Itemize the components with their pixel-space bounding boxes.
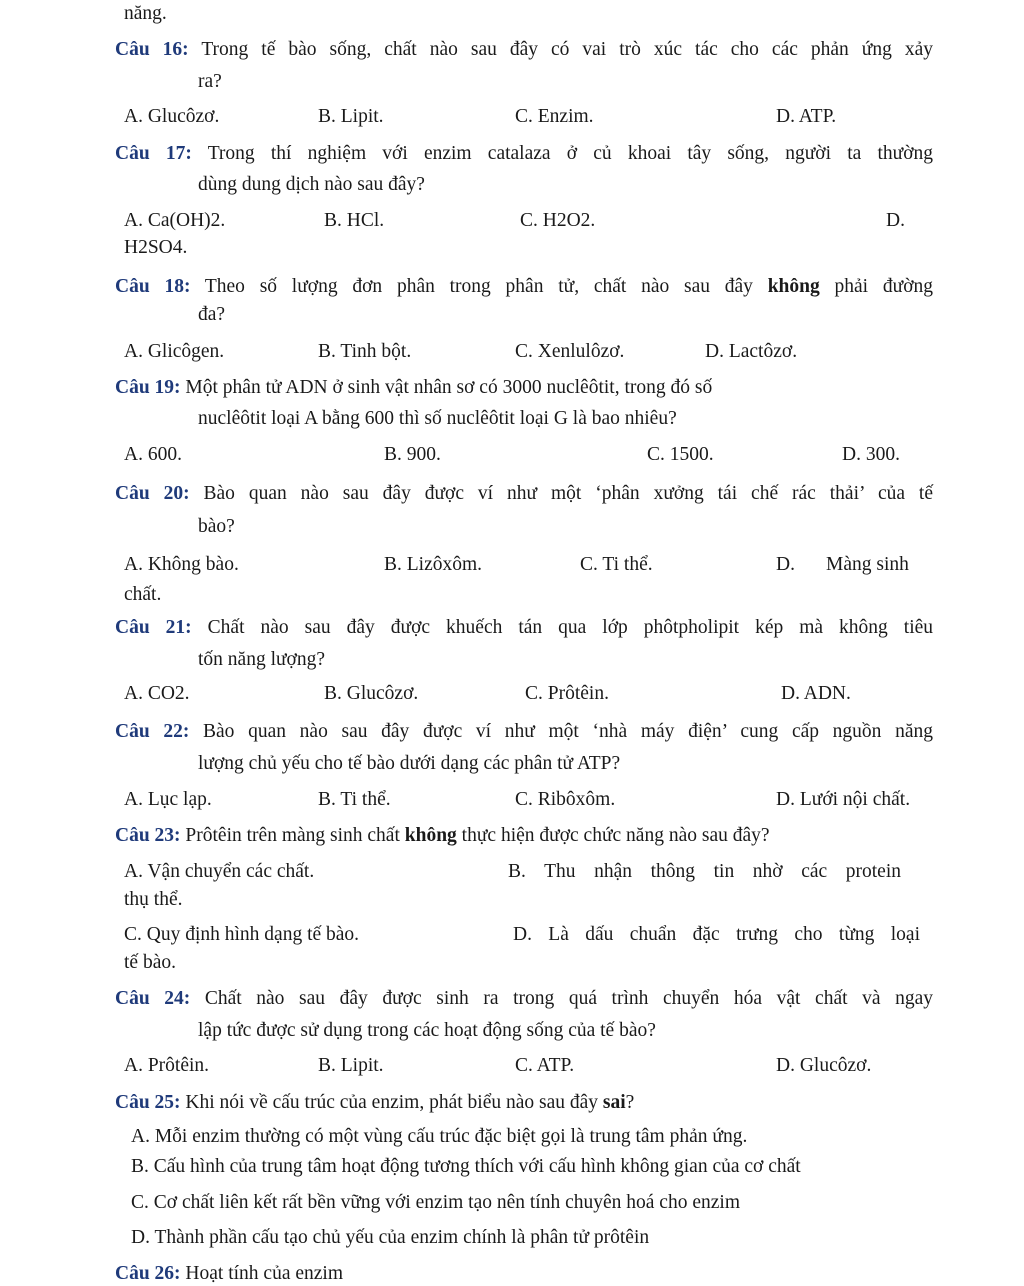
question-text-cont: nuclêôtit loại A bằng 600 thì số nuclêôtit loại G là bao nhiêu? xyxy=(198,408,677,429)
answer-c: C. Ti thể. xyxy=(580,554,653,575)
answer-c: C. Prôtêin. xyxy=(525,683,609,704)
question-24 xyxy=(115,987,933,1011)
answer-a: A. CO2. xyxy=(124,683,190,704)
question-label: Câu 26: xyxy=(115,1263,181,1284)
question-text-cont: lập tức được sử dụng trong các hoạt động sống của tế bào? xyxy=(198,1020,656,1041)
question-label: Câu 21: xyxy=(115,617,192,638)
question-label: Câu 18: xyxy=(115,276,191,297)
answer-d-cont: H2SO4. xyxy=(124,237,188,258)
answer-d-cont: tế bào. xyxy=(124,952,176,973)
question-text: Trong tế bào sống, chất nào sau đây có vai trò xúc tác cho các phản ứng xảy xyxy=(201,39,933,60)
answer-c: C. Cơ chất liên kết rất bền vững với enzim tạo nên tính chuyên hoá cho enzim xyxy=(131,1192,740,1213)
question-text: Prôtêin trên màng sinh chất xyxy=(185,825,400,846)
question-label: Câu 23: xyxy=(115,825,181,846)
question-text-cont: lượng chủ yếu cho tế bào dưới dạng các phân tử ATP? xyxy=(198,753,621,774)
question-text-cont: dùng dung dịch nào sau đây? xyxy=(198,174,425,195)
question-label: Câu 19: xyxy=(115,377,181,398)
question-emphasis: sai xyxy=(602,1092,626,1113)
question-text: Chất nào sau đây được sinh ra trong quá trình chuyển hóa vật chất và ngay xyxy=(204,988,934,1009)
question-label: Câu 20: xyxy=(115,483,190,504)
answer-b: B. Ti thể. xyxy=(318,789,391,810)
question-text-cont: ra? xyxy=(198,71,222,92)
question-emphasis: không xyxy=(404,825,457,846)
question-text: Bào quan nào sau đây được ví như một ‘phân xưởng tái chế rác thải’ của tế xyxy=(203,483,934,504)
answer-d-text: Màng sinh xyxy=(826,554,909,575)
question-17 xyxy=(115,142,933,166)
answer-b: B. Lipit. xyxy=(318,1055,384,1076)
question-text: Một phân tử ADN ở sinh vật nhân sơ có 3000 nuclêôtit, trong đó số xyxy=(185,377,713,398)
question-label: Câu 17: xyxy=(115,143,192,164)
answer-d: D. Lưới nội chất. xyxy=(776,789,911,810)
answer-d: D. 300. xyxy=(842,444,900,465)
question-text: phải đường xyxy=(834,276,934,297)
question-label: Câu 24: xyxy=(115,988,191,1009)
question-text: Chất nào sau đây được khuếch tán qua lớp phôtpholipit kép mà không tiêu xyxy=(207,617,934,638)
question-text-cont: tốn năng lượng? xyxy=(198,649,326,670)
question-23 xyxy=(115,824,770,848)
answer-a: A. Ca(OH)2. xyxy=(124,210,226,231)
question-text-cont: bào? xyxy=(198,516,235,537)
answer-b: B. Glucôzơ. xyxy=(324,683,419,704)
answer-a: A. Không bào. xyxy=(124,554,239,575)
answer-d: D. ADN. xyxy=(781,683,851,704)
answer-c: C. Ribôxôm. xyxy=(515,789,616,810)
question-label: Câu 16: xyxy=(115,39,189,60)
answer-a: A. Glucôzơ. xyxy=(124,106,220,127)
answer-a: A. Mỗi enzim thường có một vùng cấu trúc đặc biệt gọi là trung tâm phản ứng. xyxy=(131,1126,748,1147)
answer-c: C. Xenlulôzơ. xyxy=(515,341,625,362)
answer-a: A. Lục lạp. xyxy=(124,789,212,810)
answer-b: B. Lizôxôm. xyxy=(384,554,483,575)
question-26 xyxy=(115,1262,343,1286)
answer-d: D. Là dấu chuẩn đặc trưng cho từng loại xyxy=(513,924,920,945)
answer-c: C. Quy định hình dạng tế bào. xyxy=(124,924,360,945)
question-label: Câu 25: xyxy=(115,1092,181,1113)
answer-c: C. Enzim. xyxy=(515,106,594,127)
question-25 xyxy=(115,1091,634,1115)
answer-b: B. HCl. xyxy=(324,210,385,231)
answer-a: A. Vận chuyển các chất. xyxy=(124,861,315,882)
question-19 xyxy=(115,376,712,400)
answer-b-cont: thụ thể. xyxy=(124,889,183,910)
question-20 xyxy=(115,482,933,506)
answer-d: D. xyxy=(776,554,795,575)
answer-b: B. 900. xyxy=(384,444,441,465)
answer-c: C. ATP. xyxy=(515,1055,575,1076)
answer-b: B. Lipit. xyxy=(318,106,384,127)
answer-b: B. Thu nhận thông tin nhờ các protein xyxy=(508,861,901,882)
answer-a: A. Glicôgen. xyxy=(124,341,225,362)
question-text: thực hiện được chức năng nào sau đây? xyxy=(461,825,770,846)
answer-c: C. H2O2. xyxy=(520,210,596,231)
question-text: Trong thí nghiệm với enzim catalaza ở củ khoai tây sống, người ta thường xyxy=(207,143,934,164)
question-text: ? xyxy=(625,1092,635,1113)
answer-b: B. Cấu hình của trung tâm hoạt động tương thích với cấu hình không gian của cơ chất xyxy=(131,1156,801,1177)
question-22 xyxy=(115,720,933,744)
question-16 xyxy=(115,38,933,62)
question-text: Khi nói về cấu trúc của enzim, phát biểu nào sau đây xyxy=(185,1092,599,1113)
answer-c: C. 1500. xyxy=(647,444,714,465)
question-18 xyxy=(115,275,933,299)
top-fragment: năng. xyxy=(124,3,167,24)
question-text: Bào quan nào sau đây được ví như một ‘nhà máy điện’ cung cấp nguồn năng xyxy=(203,721,933,742)
question-text: Theo số lượng đơn phân trong phân tử, chất nào sau đây xyxy=(204,276,753,297)
answer-d: D. ATP. xyxy=(776,106,837,127)
question-text: Hoạt tính của enzim xyxy=(185,1263,343,1284)
answer-d: D. Thành phần cấu tạo chủ yếu của enzim chính là phân tử prôtêin xyxy=(131,1227,650,1248)
answer-a: A. Prôtêin. xyxy=(124,1055,210,1076)
question-text-cont: đa? xyxy=(198,304,226,325)
question-label: Câu 22: xyxy=(115,721,190,742)
answer-d: D. Lactôzơ. xyxy=(705,341,798,362)
answer-b: B. Tinh bột. xyxy=(318,341,412,362)
question-emphasis: không xyxy=(767,276,820,297)
answer-d: D. Glucôzơ. xyxy=(776,1055,872,1076)
question-21 xyxy=(115,616,933,640)
answer-d: D. xyxy=(886,210,905,231)
answer-d-cont: chất. xyxy=(124,584,162,605)
answer-a: A. 600. xyxy=(124,444,182,465)
